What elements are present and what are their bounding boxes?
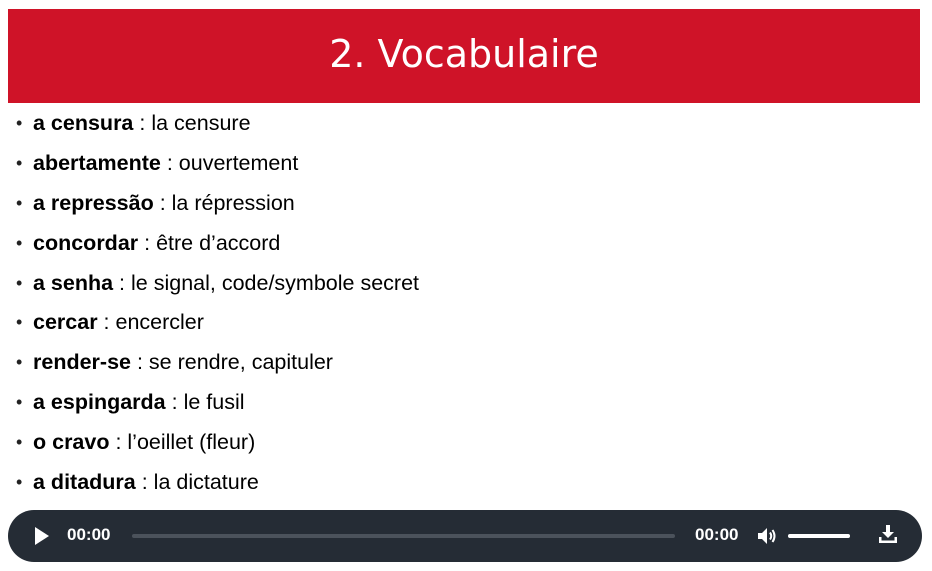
vocabulary-separator: : xyxy=(160,151,179,176)
vocabulary-translation: encercler xyxy=(115,310,204,335)
volume-icon xyxy=(756,525,778,547)
vocabulary-term: abertamente xyxy=(33,151,161,176)
vocabulary-item xyxy=(14,263,419,303)
vocabulary-item xyxy=(14,184,419,224)
bullet-icon: • xyxy=(16,431,23,452)
vocabulary-translation: l’oeillet (fleur) xyxy=(127,429,256,454)
vocabulary-item xyxy=(14,303,419,343)
vocabulary-list xyxy=(14,104,419,502)
vocabulary-term: a repressão xyxy=(33,190,154,215)
vocabulary-translation: la répression xyxy=(171,190,295,215)
vocabulary-separator: : xyxy=(138,230,157,255)
volume-button[interactable] xyxy=(756,525,778,547)
vocabulary-item xyxy=(14,422,419,462)
vocabulary-item xyxy=(14,104,419,144)
vocabulary-separator: : xyxy=(113,270,131,295)
vocabulary-separator: : xyxy=(165,389,184,414)
bullet-icon: • xyxy=(16,352,23,373)
download-button[interactable] xyxy=(878,524,898,544)
bullet-icon: • xyxy=(16,232,23,253)
vocabulary-term: a senha xyxy=(33,270,114,295)
vocabulary-translation: ouvertement xyxy=(178,151,299,176)
volume-fill xyxy=(788,534,850,538)
vocabulary-translation: la censure xyxy=(151,111,251,136)
vocabulary-item xyxy=(14,343,419,383)
vocabulary-term: render-se xyxy=(33,350,131,375)
vocabulary-translation: le signal, code/symbole secret xyxy=(131,270,420,295)
vocabulary-term: a espingarda xyxy=(33,389,166,414)
bullet-icon: • xyxy=(16,391,23,412)
vocabulary-term: a ditadura xyxy=(33,469,136,494)
vocabulary-translation: être d’accord xyxy=(156,230,281,255)
vocabulary-separator: : xyxy=(131,350,149,375)
bullet-icon: • xyxy=(16,153,23,174)
progress-slider[interactable] xyxy=(132,534,675,538)
vocabulary-translation: la dictature xyxy=(153,469,259,494)
download-icon xyxy=(878,524,898,544)
header-banner xyxy=(8,9,920,103)
bullet-icon: • xyxy=(16,113,23,134)
vocabulary-separator: : xyxy=(153,190,172,215)
vocabulary-term: o cravo xyxy=(33,429,110,454)
vocabulary-term: cercar xyxy=(33,310,98,335)
vocabulary-item xyxy=(14,462,419,502)
vocabulary-separator: : xyxy=(109,429,128,454)
vocabulary-separator: : xyxy=(133,111,152,136)
bullet-icon: • xyxy=(16,471,23,492)
vocabulary-translation: se rendre, capituler xyxy=(148,350,333,375)
vocabulary-translation: le fusil xyxy=(183,389,245,414)
bullet-icon: • xyxy=(16,192,23,213)
play-button[interactable] xyxy=(32,526,52,546)
audio-player xyxy=(8,510,922,562)
play-icon xyxy=(32,526,52,546)
vocabulary-item xyxy=(14,144,419,184)
page-title: 2. Vocabulaire xyxy=(329,32,599,76)
total-time: 00:00 xyxy=(695,525,739,544)
vocabulary-separator: : xyxy=(97,310,116,335)
volume-slider[interactable] xyxy=(788,534,850,538)
bullet-icon: • xyxy=(16,312,23,333)
vocabulary-separator: : xyxy=(135,469,154,494)
bullet-icon: • xyxy=(16,272,23,293)
vocabulary-item xyxy=(14,223,419,263)
vocabulary-term: concordar xyxy=(33,230,139,255)
vocabulary-item xyxy=(14,383,419,423)
vocabulary-term: a censura xyxy=(33,111,134,136)
current-time: 00:00 xyxy=(67,525,111,544)
